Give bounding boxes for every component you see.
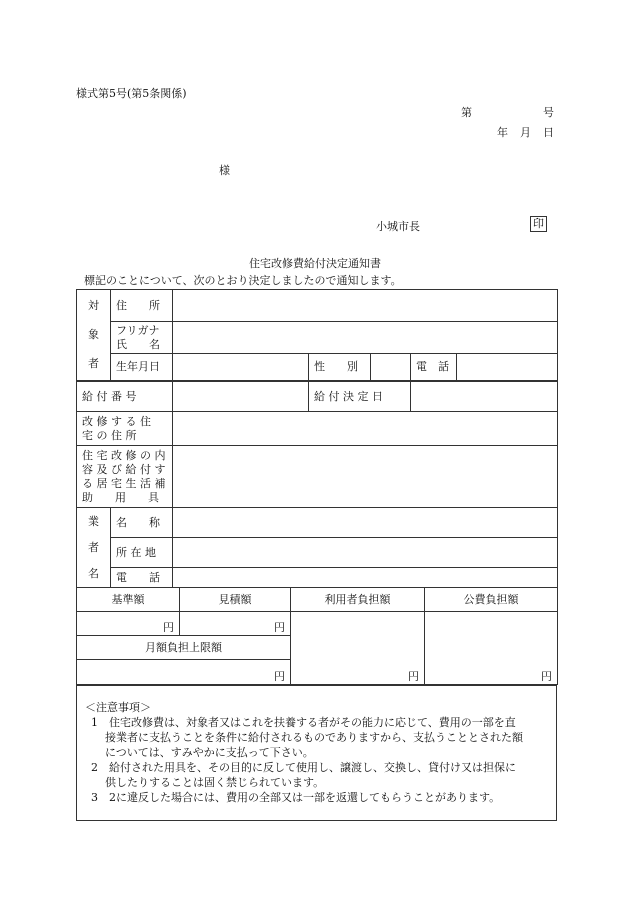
amount-table xyxy=(76,587,558,685)
birthdate-label: 生年月日 xyxy=(111,354,173,381)
grant-decision-date-field[interactable] xyxy=(411,382,558,412)
public-burden-field[interactable]: 円 xyxy=(425,612,558,685)
number-prefix: 第 xyxy=(461,106,472,119)
name-field[interactable] xyxy=(173,322,558,354)
birthdate-field[interactable] xyxy=(173,354,309,381)
gender-label: 性 別 xyxy=(309,354,371,381)
notes-heading: ＜注意事項＞ xyxy=(85,701,151,714)
issuer-mayor: 小城市長 xyxy=(376,220,420,233)
number-suffix: 号 xyxy=(543,106,554,119)
grant-table xyxy=(76,381,558,588)
renovation-content-field[interactable] xyxy=(173,446,558,508)
note-2: 2 給付された用具を、その目的に反して使用し、譲渡し、交換し、貸付け又は担保に 供したりすることは固く禁じられています。 xyxy=(91,761,516,789)
addressee-honorific: 様 xyxy=(219,164,230,177)
phone-field[interactable] xyxy=(457,354,558,381)
renovation-address-field[interactable] xyxy=(173,412,558,446)
contractor-address-label: 所 在 地 xyxy=(111,538,173,568)
grant-number-field[interactable] xyxy=(173,382,309,412)
notes-box xyxy=(76,685,557,821)
address-field[interactable] xyxy=(173,290,558,322)
estimate-amount-field[interactable]: 円 xyxy=(180,612,291,636)
date-year: 年 xyxy=(497,126,508,139)
contractor-phone-field[interactable] xyxy=(173,568,558,588)
seal-mark xyxy=(530,216,547,232)
monthly-cap-field[interactable]: 円 xyxy=(77,660,291,685)
renovation-content-label: 住 宅 改 修 の 内 容 及 び 給 付 す る 居 宅 生 活 補 助 用 具 xyxy=(77,446,173,508)
date-day: 日 xyxy=(543,126,554,139)
phone-label: 電 話 xyxy=(411,354,457,381)
gender-field[interactable] xyxy=(371,354,411,381)
note-1: 1 住宅改修費は、対象者又はこれを扶養する者がその能力に応じて、費用の一部を直 接業者に支払うことを条件に給付されるものでありますから、支払うこととされた額 については、すみやかに支払って下さい。 xyxy=(91,716,523,759)
contractor-label: 業 者 名 xyxy=(77,508,111,588)
estimate-amount-header: 見積額 xyxy=(180,588,291,612)
date-month: 月 xyxy=(520,126,531,139)
document-title: 住宅改修費給付決定通知書 xyxy=(249,257,381,270)
name-label: フリガナ 氏 名 xyxy=(111,322,173,354)
seal-icon: 印 xyxy=(530,216,547,232)
form-number: 様式第5号(第5条関係) xyxy=(76,87,187,100)
contractor-name-label: 名 称 xyxy=(111,508,173,538)
standard-amount-field[interactable]: 円 xyxy=(77,612,180,636)
address-label: 住 所 xyxy=(111,290,173,322)
public-burden-header: 公費負担額 xyxy=(425,588,558,612)
grant-decision-date-label: 給 付 決 定 日 xyxy=(309,382,411,412)
applicant-table xyxy=(76,289,558,381)
contractor-phone-label: 電 話 xyxy=(111,568,173,588)
target-person-label: 対 象 者 xyxy=(77,290,111,381)
intro-text: 標記のことについて、次のとおり決定しましたので通知します。 xyxy=(84,274,402,287)
user-burden-header: 利用者負担額 xyxy=(291,588,425,612)
grant-number-label: 給 付 番 号 xyxy=(77,382,173,412)
standard-amount-header: 基準額 xyxy=(77,588,180,612)
renovation-address-label: 改 修 す る 住 宅 の 住 所 xyxy=(77,412,173,446)
contractor-address-field[interactable] xyxy=(173,538,558,568)
contractor-name-field[interactable] xyxy=(173,508,558,538)
user-burden-field[interactable]: 円 xyxy=(291,612,425,685)
note-3: 3 2に違反した場合には、費用の全部又は一部を返還してもらうことがあります。 xyxy=(91,791,501,804)
monthly-cap-label: 月額負担上限額 xyxy=(77,636,291,660)
